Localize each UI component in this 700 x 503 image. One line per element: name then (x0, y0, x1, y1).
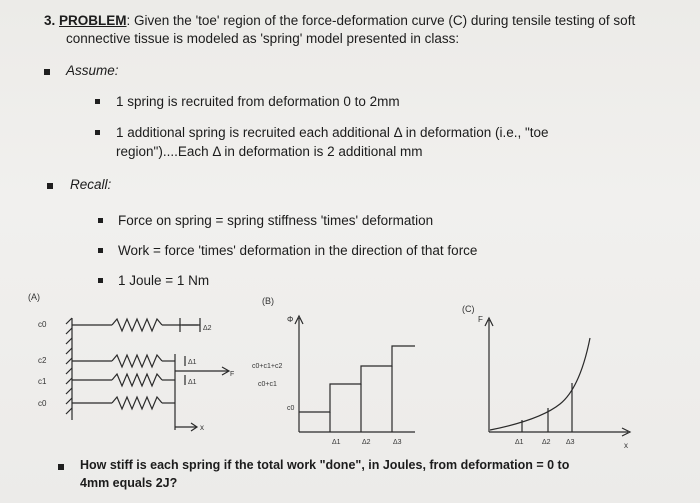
level-label-3: c0 (287, 405, 295, 412)
spring-4-label: c0 (38, 399, 47, 408)
delta-label-3: Δ1 (188, 379, 197, 386)
assume-item-1: 1 spring is recruited from deformation 0 to 2mm (116, 94, 400, 109)
assume-item-2: 1 additional spring is recruited each additional Δ in deformation (i.e., "toe (116, 125, 549, 140)
panel-b-steps (299, 346, 415, 412)
assume-heading: Assume: (66, 63, 119, 78)
spring-3-label: c1 (38, 377, 47, 386)
panel-c-x-label: x (624, 441, 628, 450)
panel-c-y-label: F (478, 315, 483, 324)
panel-c-label: (C) (462, 304, 475, 314)
question-line-1: How stiff is each spring if the total work "done", in Joules, from deformation = 0 to (80, 458, 570, 472)
problem-label: PROBLEM (59, 13, 127, 28)
level-label-2: c0+c1 (258, 381, 277, 388)
delta-label-2: Δ1 (188, 359, 197, 366)
recall-item-2: Work = force 'times' deformation in the direction of that force (118, 243, 478, 258)
assume-item-3: region")....Each Δ in deformation is 2 additional mm (116, 144, 423, 159)
recall-heading: Recall: (70, 177, 112, 192)
question-line-2: 4mm equals 2J? (80, 476, 178, 490)
b-tick-3: Δ3 (393, 439, 402, 446)
spring-1 (112, 319, 162, 331)
spring-4 (112, 397, 162, 409)
c-tick-3: Δ3 (566, 439, 575, 446)
panel-c-curve (490, 338, 590, 430)
panel-a-label: (A) (28, 292, 40, 302)
problem-text-1: : Given the 'toe' region of the force-deformation curve (C) during tensile testing of soft (126, 13, 636, 28)
panel-b-axis-label: Φ (287, 315, 294, 324)
force-label: F (230, 371, 235, 378)
spring-2 (112, 355, 162, 367)
spring-1-label: c0 (38, 320, 47, 329)
c-tick-2: Δ2 (542, 439, 551, 446)
b-tick-2: Δ2 (362, 439, 371, 446)
problem-line-2: connective tissue is modeled as 'spring' model presented in class: (66, 31, 460, 46)
panel-b-label: (B) (262, 296, 274, 306)
b-tick-1: Δ1 (332, 439, 341, 446)
spring-2-label: c2 (38, 356, 47, 365)
problem-number: 3. (44, 13, 56, 28)
delta-label-1: Δ2 (203, 325, 212, 332)
spring-3 (112, 374, 162, 386)
x-label: x (200, 423, 204, 432)
recall-item-1: Force on spring = spring stiffness 'times' deformation (118, 213, 434, 228)
recall-item-3: 1 Joule = 1 Nm (118, 273, 210, 288)
bullet-icon (58, 464, 64, 470)
level-label-1: c0+c1+c2 (252, 363, 283, 370)
c-tick-1: Δ1 (515, 439, 524, 446)
